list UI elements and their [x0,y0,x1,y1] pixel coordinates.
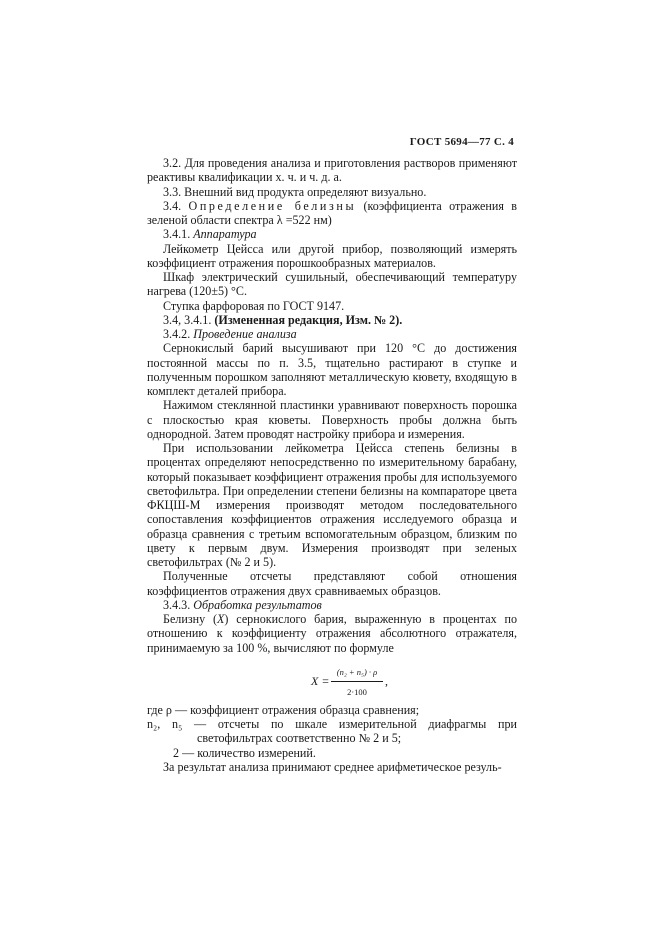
paragraph-apparatus-1: Лейкометр Цейсса или другой прибор, позволяющий измерять коэффициент отражения порошкообразных материалов. [147,241,517,270]
where-rho: где ρ — коэффициент отражения образца сравнения; [147,702,420,717]
formula-lhs: X = [311,673,330,688]
formula-denominator: 2·100 [347,687,367,697]
spaced-heading: Определение белизны [188,198,357,213]
section-title: Проведение анализа [193,327,297,341]
section-number: 3.4.3. [163,597,194,612]
section-title: Обработка результатов [193,597,322,612]
section-number: 3.4. [163,198,189,213]
paragraph-3-4-3 [147,598,517,612]
formula-comma: , [385,673,388,688]
whiteness-formula [147,663,517,697]
paragraph-3-4 [147,199,517,228]
paragraph-procedure-1: Сернокислый барий высушивают при 120 °С до достижения постоянной массы по п. 3.5, тщательно растирают в ступке и полученным порошком заполняют металлическую кювету, входящую в комплект деталей прибора. [147,341,517,398]
paragraph-apparatus-2: Шкаф электрический сушильный, обеспечивающий температуру нагрева (120±5) °С. [147,270,517,299]
document-body [147,156,517,774]
formula-numerator: (n₂ + n₅) · ρ [331,665,383,682]
paragraph-result: За результат анализа принимают среднее арифметическое резуль- [163,759,502,774]
where-n2-n5: n₂, n₅ — отсчеты по шкале измерительной диафрагмы при светофильтрах соответственно № 2 и 5; [147,717,517,746]
section-title: Аппаратура [193,227,257,242]
page-header: ГОСТ 5694—77 С. 4 [409,136,514,148]
section-number: 3.4.2. [163,327,194,341]
paragraph-processing: Белизну (X) сернокислого бария, выраженную в процентах по отношению к коэффициенту отражения абсолютного отражателя, принимаемую за 100 %, вычисляют по формуле [147,612,517,655]
paragraph-procedure-4: Полученные отсчеты представляют собой отношения коэффициентов отражения двух сравниваемых образцов. [147,569,517,598]
where-two: 2 — количество измерений. [173,745,316,760]
section-number: 3.4, 3.4.1. [163,312,215,327]
paragraph-3-4-2 [147,327,517,341]
variable-x: X [217,612,225,626]
paragraph-procedure-3: При использовании лейкометра Цейсса степень белизны в процентах определяют непосредственно по измерительному барабану, который показывает коэффициент отражения пробы для используемого светофильтра. При определении степени белизны на компараторе цвета ФКЦШ-М измерения производят методом последовательного сопоставления коэффициентов отражения исследуемого образца и образца сравнения с третьим вспомогательным образцом, близким по цвету к первым двум. Измерения производят при зеленых светофильтрах (№ 2 и 5). [147,441,517,569]
section-number: 3.4.1. [163,227,194,242]
formula-fraction [331,665,383,700]
revision-note: (Измененная редакция, Изм. № 2). [214,312,403,327]
paragraph-3-3: 3.3. Внешний вид продукта определяют визуально. [163,184,427,199]
heading-rest: (коэффициента отражения в зеленой области спектра λ =522 нм) [147,198,517,227]
paragraph-3-4-1 [147,227,517,241]
paragraph-3-2: 3.2. Для проведения анализа и приготовления растворов применяют реактивы квалификации х. ч. и ч. д. а. [147,156,517,185]
paragraph-procedure-2: Нажимом стеклянной пластинки уравнивают поверхность порошка с плоскостью края кюветы. Поверхность пробы должна быть однородной. Затем проводят настройку прибора и измерения. [147,398,517,441]
paragraph-revision-note [147,313,517,327]
paragraph-apparatus-3: Ступка фарфоровая по ГОСТ 9147. [163,298,345,313]
